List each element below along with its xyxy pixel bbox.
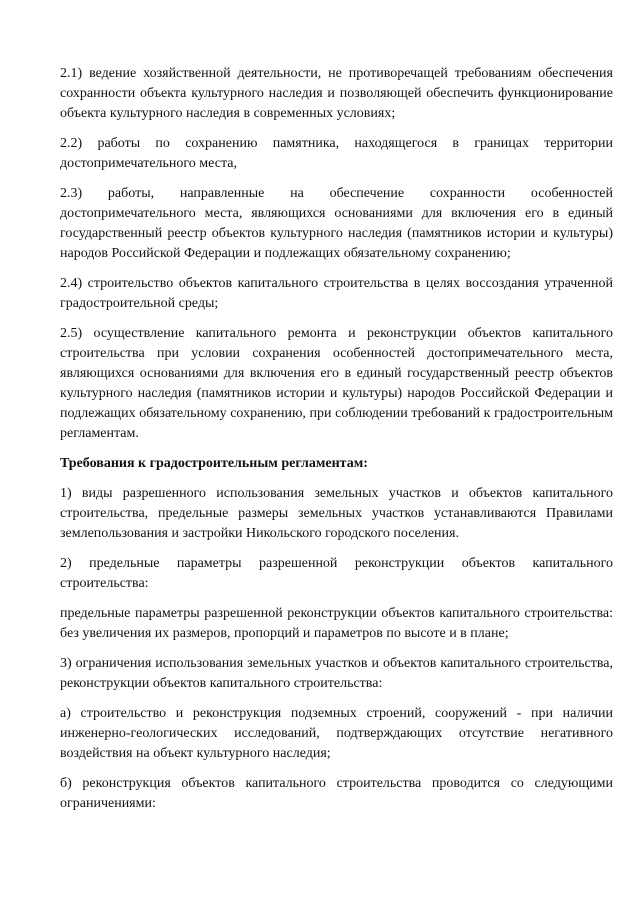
section-heading: Требования к градостроительным регламентам:: [60, 456, 368, 471]
paragraph-2-3: 2.3) работы, направленные на обеспечение сохранности особенностей достопримечательного места, являющихся основаниями для включения его в единый государственный реестр объектов культурного наследия (памятников истории и культуры) народов Российской Федерации и подлежащих обязательному сохранению;: [60, 186, 613, 261]
document-page: [60, 64, 613, 824]
paragraph-2-detail: предельные параметры разрешенной реконструкции объектов капитального строительства: без увеличения их размеров, пропорций и параметров по высоте и в плане;: [60, 606, 613, 641]
paragraph-3-b: б) реконструкция объектов капитального строительства проводится со следующими ограничениями:: [60, 776, 613, 811]
paragraph-3: 3) ограничения использования земельных участков и объектов капитального строительства, реконструкции объектов капитального строительства:: [60, 656, 613, 691]
paragraph-2-1: 2.1) ведение хозяйственной деятельности, не противоречащей требованиям обеспечения сохранности объекта культурного наследия и позволяющей обеспечить функционирование объекта культурного наследия в современных условиях;: [60, 66, 613, 121]
paragraph-2-5: 2.5) осуществление капитального ремонта и реконструкции объектов капитального строительства при условии сохранения особенностей достопримечательного места, являющихся основаниями для включения его в единый государственный реестр объектов культурного наследия (памятников истории и культуры) народов Российской Федерации и подлежащих обязательному сохранению, при соблюдении требований к градостроительным регламентам.: [60, 326, 613, 441]
paragraph-1: 1) виды разрешенного использования земельных участков и объектов капитального строительства, предельные размеры земельных участков устанавливаются Правилами землепользования и застройки Никольского городского поселения.: [60, 486, 613, 541]
paragraph-3-a: а) строительство и реконструкция подземных строений, сооружений - при наличии инженерно-геологических исследований, подтверждающих отсутствие негативного воздействия на объект культурного наследия;: [60, 706, 613, 761]
paragraph-2-2: 2.2) работы по сохранению памятника, находящегося в границах территории достопримечательного места,: [60, 136, 613, 171]
paragraph-2: 2) предельные параметры разрешенной реконструкции объектов капитального строительства:: [60, 556, 613, 591]
paragraph-2-4: 2.4) строительство объектов капитального строительства в целях воссоздания утраченной градостроительной среды;: [60, 276, 613, 311]
